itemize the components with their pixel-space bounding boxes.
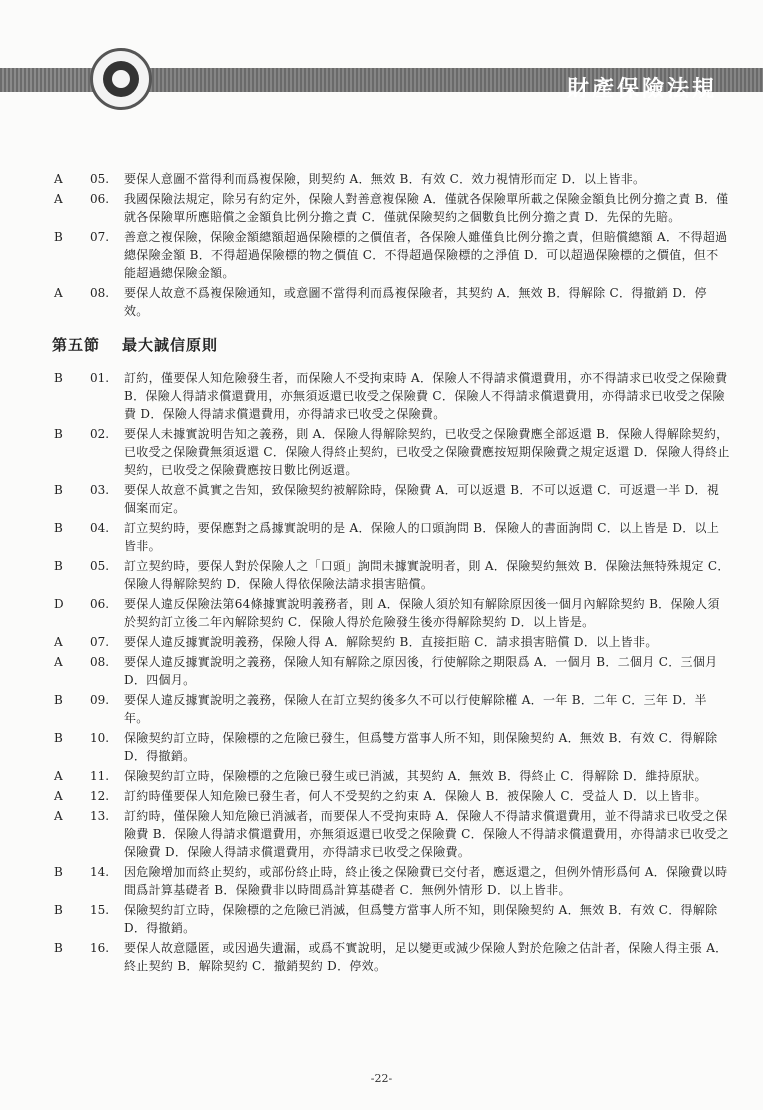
question-number: 13. [90,809,110,823]
question-group-utmost-good-faith [50,369,730,975]
question-text: 訂立契約時，要保人對於保險人之「口頭」詢問未據實說明者，則 A．保險契約無效 B．保險法無特殊規定 C．保險人得解除契約 D．保險人得依保險法請求損害賠償。 [124,559,730,591]
question-number: 05. [90,559,110,573]
question-text: 保險契約訂立時，保險標的之危險已發生，但爲雙方當事人所不知，則保險契約 A．無效 B．有效 C．得解除 D．得撤銷。 [124,731,718,763]
question-text: 要保人故意不爲複保險通知，或意圖不當得利而爲複保險者，其契約 A．無效 B．得解除 C．得撤銷 D．停效。 [124,286,707,318]
question-item [50,369,730,423]
question-number: 14. [90,865,110,879]
question-text: 要保人未據實說明告知之義務，則 A．保險人得解除契約，已收受之保險費應全部返還 B．保險人得解除契約，已收受之保險費無須返還 C．保險人得終止契約，已收受之保險費應按短期保險費之規定返還 D．保險人得終止契約，已收受之保險費應按日數比例返還。 [124,427,730,477]
question-item [50,519,730,555]
question-number: 10. [90,731,110,745]
question-number: 09. [90,693,110,707]
answer-key: A [54,769,63,783]
question-text: 要保人故意隱匿，或因過失遺漏，或爲不實說明，足以變更或減少保險人對於危險之估計者，保險人得主張 A．終止契約 B．解除契約 C．撤銷契約 D．停效。 [124,941,728,973]
question-number: 05. [90,172,110,186]
question-item [50,939,730,975]
question-item [50,653,730,689]
question-number: 16. [90,941,110,955]
answer-key: B [54,559,63,573]
answer-key: B [54,941,63,955]
answer-key: B [54,865,63,879]
question-text: 保險契約訂立時，保險標的之危險已消滅，但爲雙方當事人所不知，則保險契約 A．無效 B．有效 C．得解除 D．得撤銷。 [124,903,718,935]
question-text: 要保人違反據實說明之義務，保險人在訂立契約後多久不可以行使解除權 A．一年 B．二年 C．三年 D．半年。 [124,693,707,725]
section-label: 第五節 [52,336,101,354]
answer-key: B [54,371,63,385]
section-heading [52,334,730,355]
question-item [50,481,730,517]
question-item [50,901,730,937]
question-item [50,807,730,861]
question-text: 訂約，僅要保人知危險發生者，而保險人不受拘束時 A．保險人不得請求償還費用，亦不得請求已收受之保險費 B．保險人得請求償還費用，亦無須返還已收受之保險費 C．保險人不得請求償還費用，亦得請求已收受之保險費 D．保險人得請求償還費用，亦得請求已收受之保險費。 [124,371,728,421]
question-item [50,170,730,188]
question-number: 06. [90,192,110,206]
answer-key: B [54,521,63,535]
question-text: 訂約時僅要保人知危險已發生者，何人不受契約之約束 A．保險人 B．被保險人 C．受益人 D．以上皆非。 [124,789,707,803]
publisher-logo-icon [90,48,152,110]
question-item [50,228,730,282]
answer-key: A [54,192,63,206]
question-item [50,595,730,631]
header-band-right [140,68,763,102]
question-text: 我國保險法規定，除另有約定外，保險人對善意複保險 A．僅就各保險單所載之保險金額負比例分擔之責 B．僅就各保險單所應賠償之金額負比例分擔之責 C．僅就保險契約之個數負比例分擔之責 D．先保的先賠。 [124,192,729,224]
answer-key: A [54,655,63,669]
question-number: 08. [90,286,110,300]
question-item [50,557,730,593]
answer-key: B [54,427,63,441]
logo-mark [103,61,139,97]
question-number: 15. [90,903,110,917]
question-text: 要保人違反保險法第64條據實說明義務者，則 A．保險人須於知有解除原因後一個月內解除契約 B．保險人須於契約訂立後二年內解除契約 C．保險人得於危險發生後亦得解除契約 D．以上皆是。 [124,597,720,629]
question-item [50,767,730,785]
question-number: 06. [90,597,110,611]
answer-key: A [54,635,63,649]
question-item [50,729,730,765]
answer-key: B [54,230,63,244]
question-text: 要保人違反據實說明義務，保險人得 A．解除契約 B．直接拒賠 C．請求損害賠償 D．以上皆非。 [124,635,658,649]
question-number: 07. [90,635,110,649]
question-item [50,284,730,320]
question-item [50,863,730,899]
question-text: 訂立契約時，要保應對之爲據實說明的是 A．保險人的口頭詢問 B．保險人的書面詢問 C．以上皆是 D．以上皆非。 [124,521,720,553]
answer-key: B [54,693,63,707]
answer-key: A [54,789,63,803]
question-number: 08. [90,655,110,669]
page-header [0,62,763,102]
section-title: 最大誠信原則 [122,336,219,354]
question-text: 要保人違反據實說明之義務，保險人知有解除之原因後，行使解除之期限爲 A．一個月 B．二個月 C．三個月 D．四個月。 [124,655,718,687]
answer-key: D [54,597,64,611]
answer-key: B [54,483,63,497]
question-text: 保險契約訂立時，保險標的之危險已發生或已消滅，其契約 A．無效 B．得終止 C．得解除 D．維持原狀。 [124,769,707,783]
question-text: 因危險增加而終止契約，或部份終止時，終止後之保險費已交付者，應返還之，但例外情形爲何 A．保險費以時間爲計算基礎者 B．保險費非以時間爲計算基礎者 C．無例外情形 D．以上皆非。 [124,865,728,897]
question-number: 02. [90,427,110,441]
question-item [50,425,730,479]
question-number: 11. [90,769,110,783]
question-number: 04. [90,521,110,535]
question-number: 03. [90,483,110,497]
question-number: 07. [90,230,110,244]
question-number: 01. [90,371,110,385]
question-item [50,691,730,727]
question-group-complex-insurance [50,170,730,320]
page-number: -22- [370,1072,393,1085]
question-text: 訂約時，僅保險人知危險已消滅者，而要保人不受拘束時 A．保險人不得請求償還費用，並不得請求已收受之保險費 B．保險人得請求償還費用，亦無須返還已收受之保險費 C．保險人不得請求償還費用，亦得請求已收受之保險費 D．保險人得請求償還費用，亦得請求已收受之保險費。 [124,809,729,859]
answer-key: A [54,809,63,823]
question-item [50,633,730,651]
question-text: 要保人故意不眞實之告知，致保險契約被解除時，保險費 A．可以返還 B．不可以返還 C．可返還一半 D．視個案而定。 [124,483,720,515]
question-number: 12. [90,789,110,803]
answer-key: B [54,903,63,917]
question-item [50,787,730,805]
question-text: 要保人意圖不當得利而爲複保險，則契約 A．無效 B．有效 C．效力視情形而定 D．以上皆非。 [124,172,646,186]
answer-key: A [54,286,63,300]
question-item [50,190,730,226]
question-text: 善意之複保險，保險金額總額超過保險標的之價值者，各保險人雖僅負比例分擔之責，但賠償總額 A．不得超過總保險金額 B．不得超過保險標的物之價值 C．不得超過保險標的之淨值 D．可以超過保險標的之價值，但不能超過總保險金額。 [124,230,728,280]
answer-key: B [54,731,63,745]
header-title: 財產保險法規 [566,77,717,102]
answer-key: A [54,172,63,186]
question-list [50,170,730,977]
